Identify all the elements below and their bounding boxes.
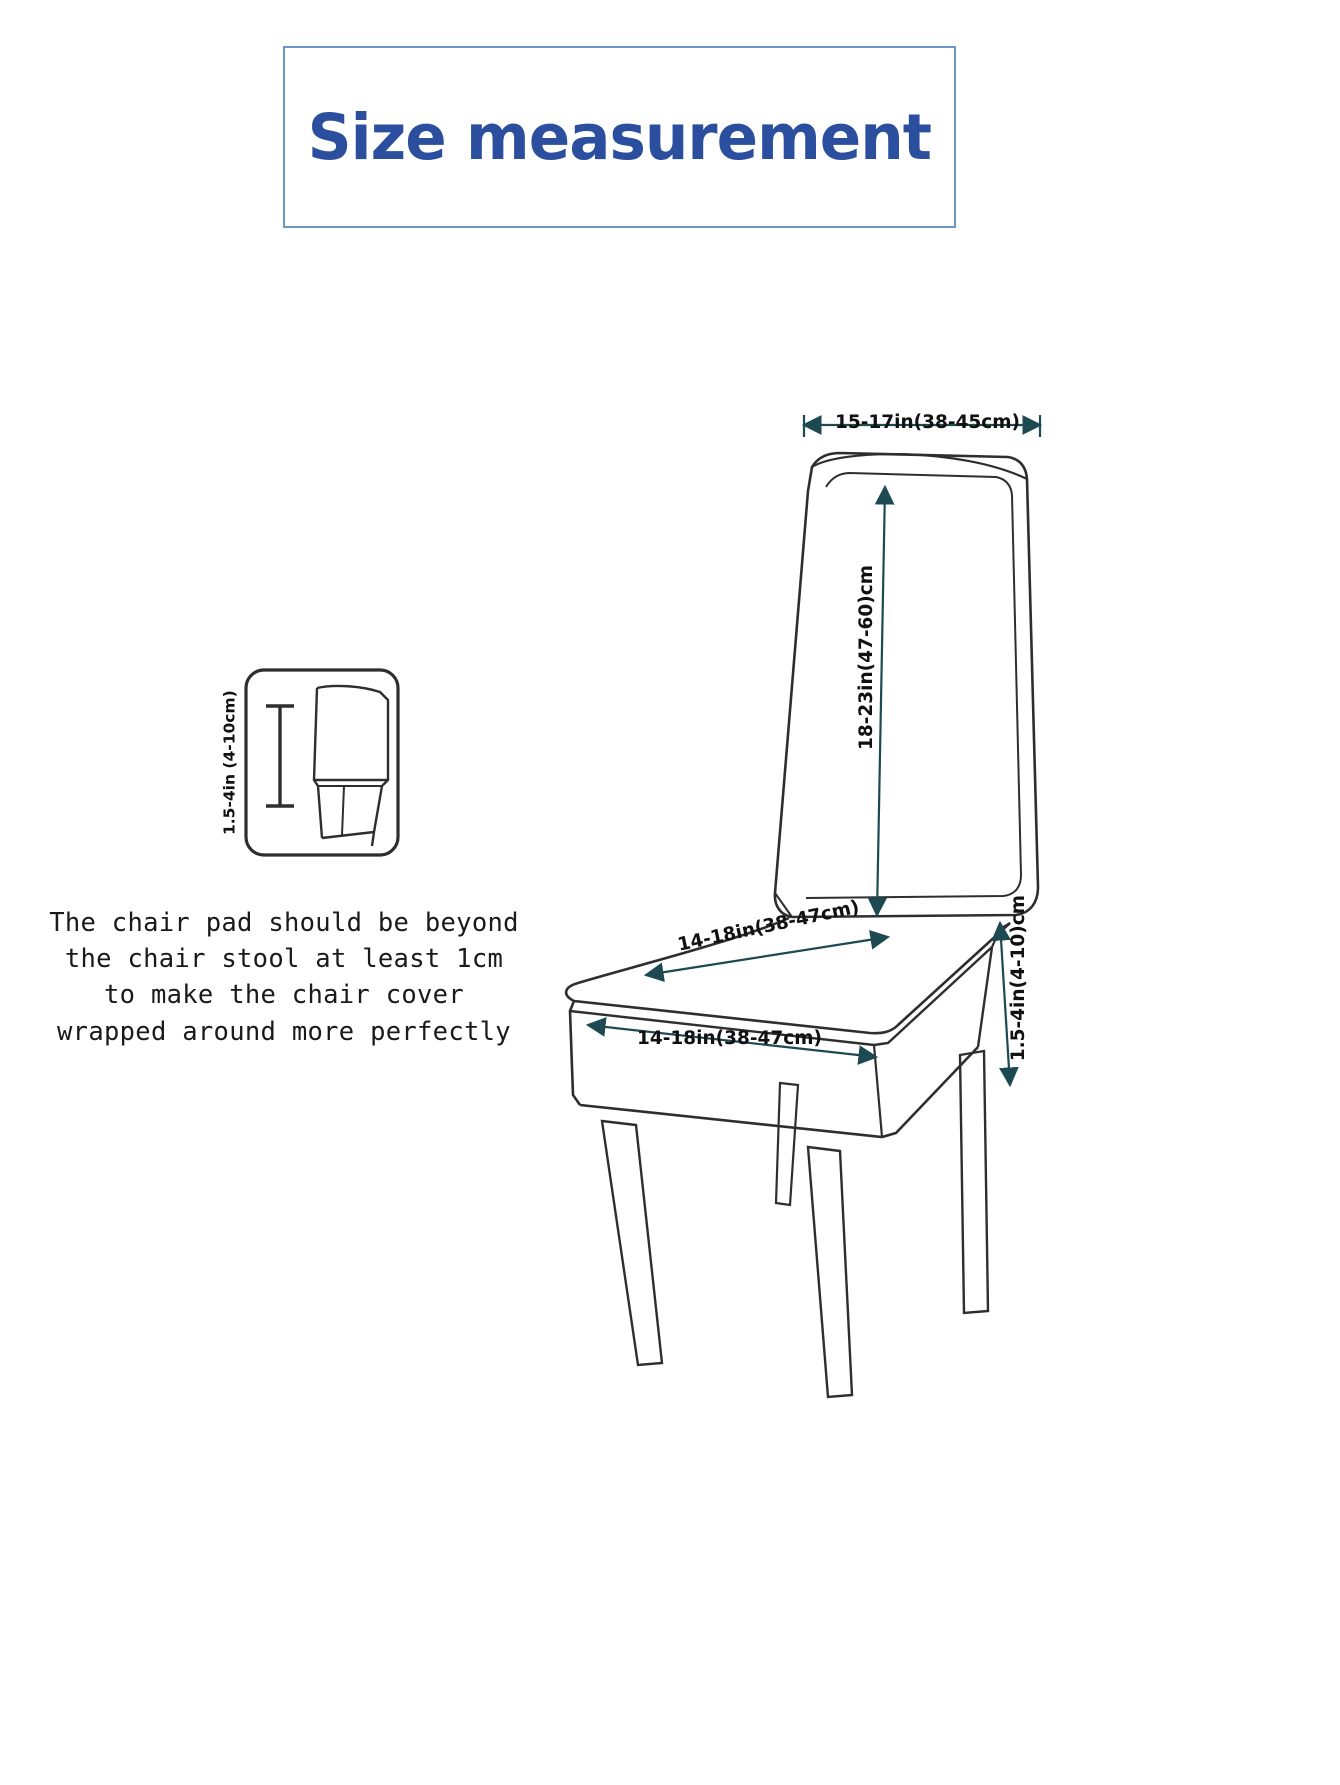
leg-back-right [960,1051,988,1313]
inset-cushion-outline [317,686,388,846]
note-line-3: to make the chair cover [103,980,464,1011]
note-line-1: The chair pad should be beyond [49,908,519,938]
chair-back-inner-outline [806,473,1021,898]
chair-svg [540,395,1120,1475]
seat-front-left-edge [570,1001,580,1105]
pad-thickness-label: 1.5-4in (4-10cm) [220,690,239,835]
title-banner [283,46,956,228]
inset-cushion-left-edge [314,688,322,838]
dim-label-seat-width: 14-18in(38-47cm) [637,1028,822,1049]
note-line-4: wrapped around more perfectly [57,1016,511,1047]
leg-back-left [776,1083,798,1205]
dim-arrow-back-height [877,487,885,915]
chair-diagram [540,395,1120,1475]
note-line-2: the chair stool at least 1cm [64,944,504,975]
seat-top-outline [566,918,1010,1033]
seat-right-apron-edge [978,947,992,1047]
dim-label-back-height: 18-23in(47-60)cm [856,565,877,750]
seat-apron-corner-line [874,1045,882,1137]
leg-front-left [602,1121,662,1365]
dim-label-seat-depth: 14-18in(38-47cm) [675,896,862,956]
pad-thickness-svg [222,660,422,865]
dim-label-back-width: 15-17in(38-45cm) [835,412,1020,433]
pad-thickness-figure [222,660,422,865]
inset-bottom-line [322,832,374,838]
chair-back-outline [775,453,1038,917]
instruction-note [24,905,544,1050]
inset-leg-line [342,786,344,835]
page-title: Size measurement [307,100,932,174]
leg-front-right [808,1147,852,1397]
dim-label-skirt-height: 1.5-4in(4-10)cm [1008,895,1029,1062]
